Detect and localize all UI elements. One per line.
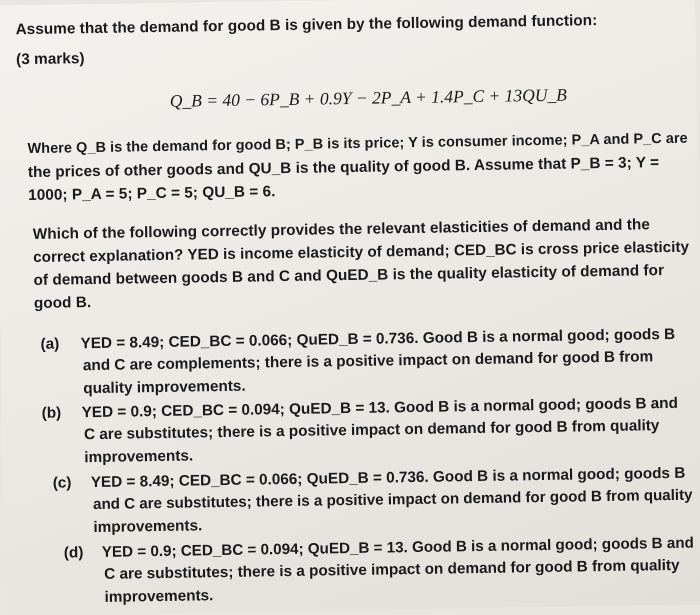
prompt-line-2: correct explanation? YED is income elasticity of demand; CED_BC is cross price elasticity — [33, 238, 690, 266]
where-line-3: 1000; P_A = 5; P_C = 5; QU_B = 6. — [28, 183, 276, 205]
option-b-line-2: C are substitutes; there is a positive impact on demand for good B from quality — [83, 417, 660, 444]
option-b-label: (b) — [41, 404, 62, 422]
demand-equation: Q_B = 40 − 6P_B + 0.9Y − 2P_A + 1.4P_C + 13QU_B — [169, 84, 568, 111]
prompt-line-4: good B. — [33, 294, 92, 312]
prompt-line-1: Which of the following correctly provides the relevant elasticities of demand and the — [32, 216, 651, 243]
option-a-line-1: YED = 8.49; CED_BC = 0.066; QuED_B = 0.736. Good B is a normal good; goods B — [80, 325, 676, 353]
option-d-line-1: YED = 0.9; CED_BC = 0.094; QuED_B = 13. Good B is a normal good; goods B and — [101, 534, 694, 561]
option-d-line-3: improvements. — [104, 587, 214, 606]
option-a-label: (a) — [40, 335, 60, 353]
question-marks: (3 marks) — [15, 50, 85, 69]
option-a-line-3: quality improvements. — [83, 377, 246, 398]
option-a-line-2: and C are complements; there is a positive impact on demand for good B from — [82, 348, 654, 375]
option-c-label: (c) — [52, 474, 72, 492]
option-c-line-3: improvements. — [93, 517, 203, 537]
option-c-line-2: and C are substitutes; there is a positive impact on demand for good B from quality — [92, 486, 693, 514]
option-b-line-1: YED = 0.9; CED_BC = 0.094; QuED_B = 13. Good B is a normal good; goods B and — [81, 394, 679, 422]
where-line-1: Where Q_B is the demand for good B; P_B is its price; Y is consumer income; P_A and P_C are — [27, 130, 688, 158]
option-d-label: (d) — [63, 544, 84, 562]
option-c-line-1: YED = 8.49; CED_BC = 0.066; QuED_B = 0.736. Good B is a normal good; goods B — [90, 464, 686, 492]
option-b-line-3: improvements. — [84, 447, 194, 467]
prompt-line-3: of demand between goods B and C and QuED_B is the quality elasticity of demand for — [33, 262, 665, 289]
question-intro: Assume that the demand for good B is given by the following demand function: — [15, 12, 598, 39]
where-line-2: the prices of other goods and QU_B is the quality of good B. Assume that P_B = 3; Y = — [27, 154, 660, 182]
option-d-line-2: C are substitutes; there is a positive impact on demand for good B from quality — [104, 556, 680, 583]
